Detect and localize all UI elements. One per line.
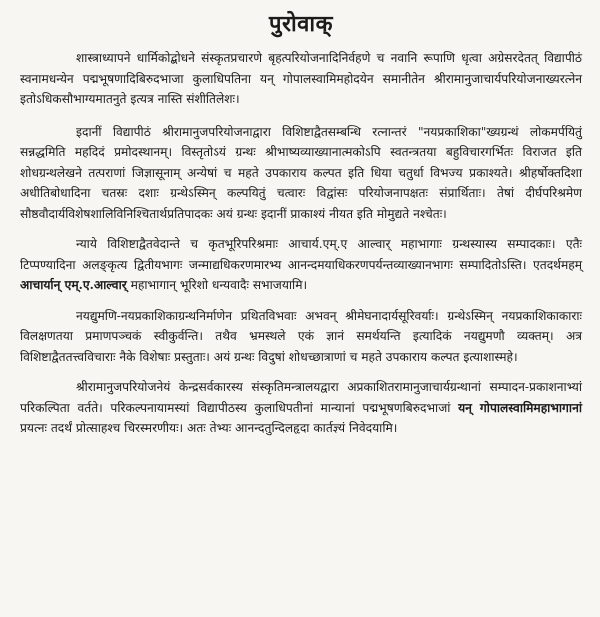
paragraph-2: इदानीं विद्यापीठं श्रीरामानुजपरियोजनाद्वारा विशिष्टाद्वैतसम्बन्धि रत्नान्तरं "नयप्रकाशिका"ख्यग्रन्थं लोकमर्पयितुं सन्नद्धमिति महदिदं प्रमोदस्थानम्। विस्तृतोऽयं ग्रन्थः श्रीभाष्यव्याख्यानात्मकोऽपि स्वतन्त्रतया बहुविचारगर्भितः विराजत इति शोधग्रन्थलेखने तत्पराणां जिज्ञासूनाम् अन्येषां च महते उपकाराय कल्पत इति धिया चतुर्धा विभज्य प्रकाश्यते। श्रीहर्षोक्तदिशा अधीतिबोधादिना चतस्रः दशाः ग्रन्थेऽस्मिन् कल्पयितुं चत्वारः विद्वांसः परियोजनापक्षतः संप्रार्थिताः। तेषां दीर्घपरिश्रमेण सौष्ठवौदार्यविशेषशालिविनिश्चितार्थप्रतिपादकः अयं ग्रन्थः इदानीं प्राकाश्यं नीयत इति मोमुद्यते नश्चेतः। bbox=[20, 124, 582, 221]
bleed-through-text bbox=[412, 6, 582, 20]
paragraph-5 bbox=[20, 377, 582, 439]
paragraph-3-text-after: महाभागान् भूरिशो धन्यवादैः सभाजयामि। bbox=[126, 278, 308, 292]
bleed-through-text-bottom bbox=[115, 601, 255, 611]
paragraph-5-bold-name: यन् गोपालस्वामिमहाभागानां bbox=[458, 400, 582, 415]
paragraph-4: नयद्युमणि-नयप्रकाशिकाग्रन्थनिर्माणेन प्रथितविभवाः अभवन् श्रीमेघनादार्यसूरिवर्याः। ग्रन्थेऽस्मिन् नयप्रकाशिकाकाराः विलक्षणतया प्रमाणपञ्चकं स्वीकुर्वन्ति। तथैव भ्रमस्थले एकं ज्ञानं समर्थयन्ति इत्यादिकं नयद्युमणौ व्यक्तम्। अत्र विशिष्टाद्वैततत्त्वविचाराः नैके विशेषाः प्रस्तुताः। अयं ग्रन्थः विदुषां शोधच्छात्राणां च महते उपकाराय कल्पत इत्याशास्महे। bbox=[20, 308, 582, 364]
page-title: पुरोवाक् bbox=[268, 11, 334, 37]
paragraph-3 bbox=[20, 234, 582, 296]
paragraph-3-text-before: न्याये विशिष्टाद्वैतवेदान्ते च कृतभूरिपरिश्रमाः आचार्य.एम्.ए आल्वार् महाभागाः ग्रन्थस्यास्य सम्पादकाः। एतैः टिप्पण्यादिना अलङ्कृत्य द्वितीयभागः जन्माद्यधिकरणमारभ्य आनन्दमयाधिकरणपर्यन्तव्याख्यानभागः सम्पादितोऽस्ति। एतदर्थमहम् bbox=[20, 237, 582, 272]
paragraph-5-text-after: प्रयत्नः तदर्थं प्रोत्साहश्च चिरस्मरणीयः। अतः तेभ्यः आनन्दतुन्दिलहृदा कार्तज्ञ्यं निवेदयामि। bbox=[20, 421, 398, 435]
paragraph-3-bold-name: आचार्यान् एम्.ए.आल्वार् bbox=[20, 278, 127, 292]
paragraph-5-text-before: श्रीरामानुजपरियोजनेयं केन्द्रसर्वकारस्य संस्कृतिमन्त्रालयद्वारा अप्रकाशितरामानुजाचार्यग्रन्थानां सम्पादन-प्रकाशनाभ्यां परिकल्पिता वर्तते। परिकल्पनायामस्यां विद्यापीठस्य कुलाधिपतीनां मान्यानां पद्मभूषणबिरुदभाजां bbox=[20, 380, 582, 415]
paragraph-1: शास्त्राध्यापने धार्मिकोद्बोधने संस्कृतप्रचारणे बृहत्परियोजनादिनिर्वहणे च नवानि रूपाणि धृत्वा अग्रेसरदेतत् विद्यापीठं स्वनामधन्येन पद्मभूषणादिबिरुदभाजा कुलाधिपतिना यन् गोपालस्वामिमहोदयेन समानीतेन श्रीरामानुजाचार्यपरियोजनाख्यरत्नेन इतोऽधिकसौभाग्यमातनुते इत्यत्र नास्ति संशीतिलेशः। bbox=[20, 51, 582, 106]
